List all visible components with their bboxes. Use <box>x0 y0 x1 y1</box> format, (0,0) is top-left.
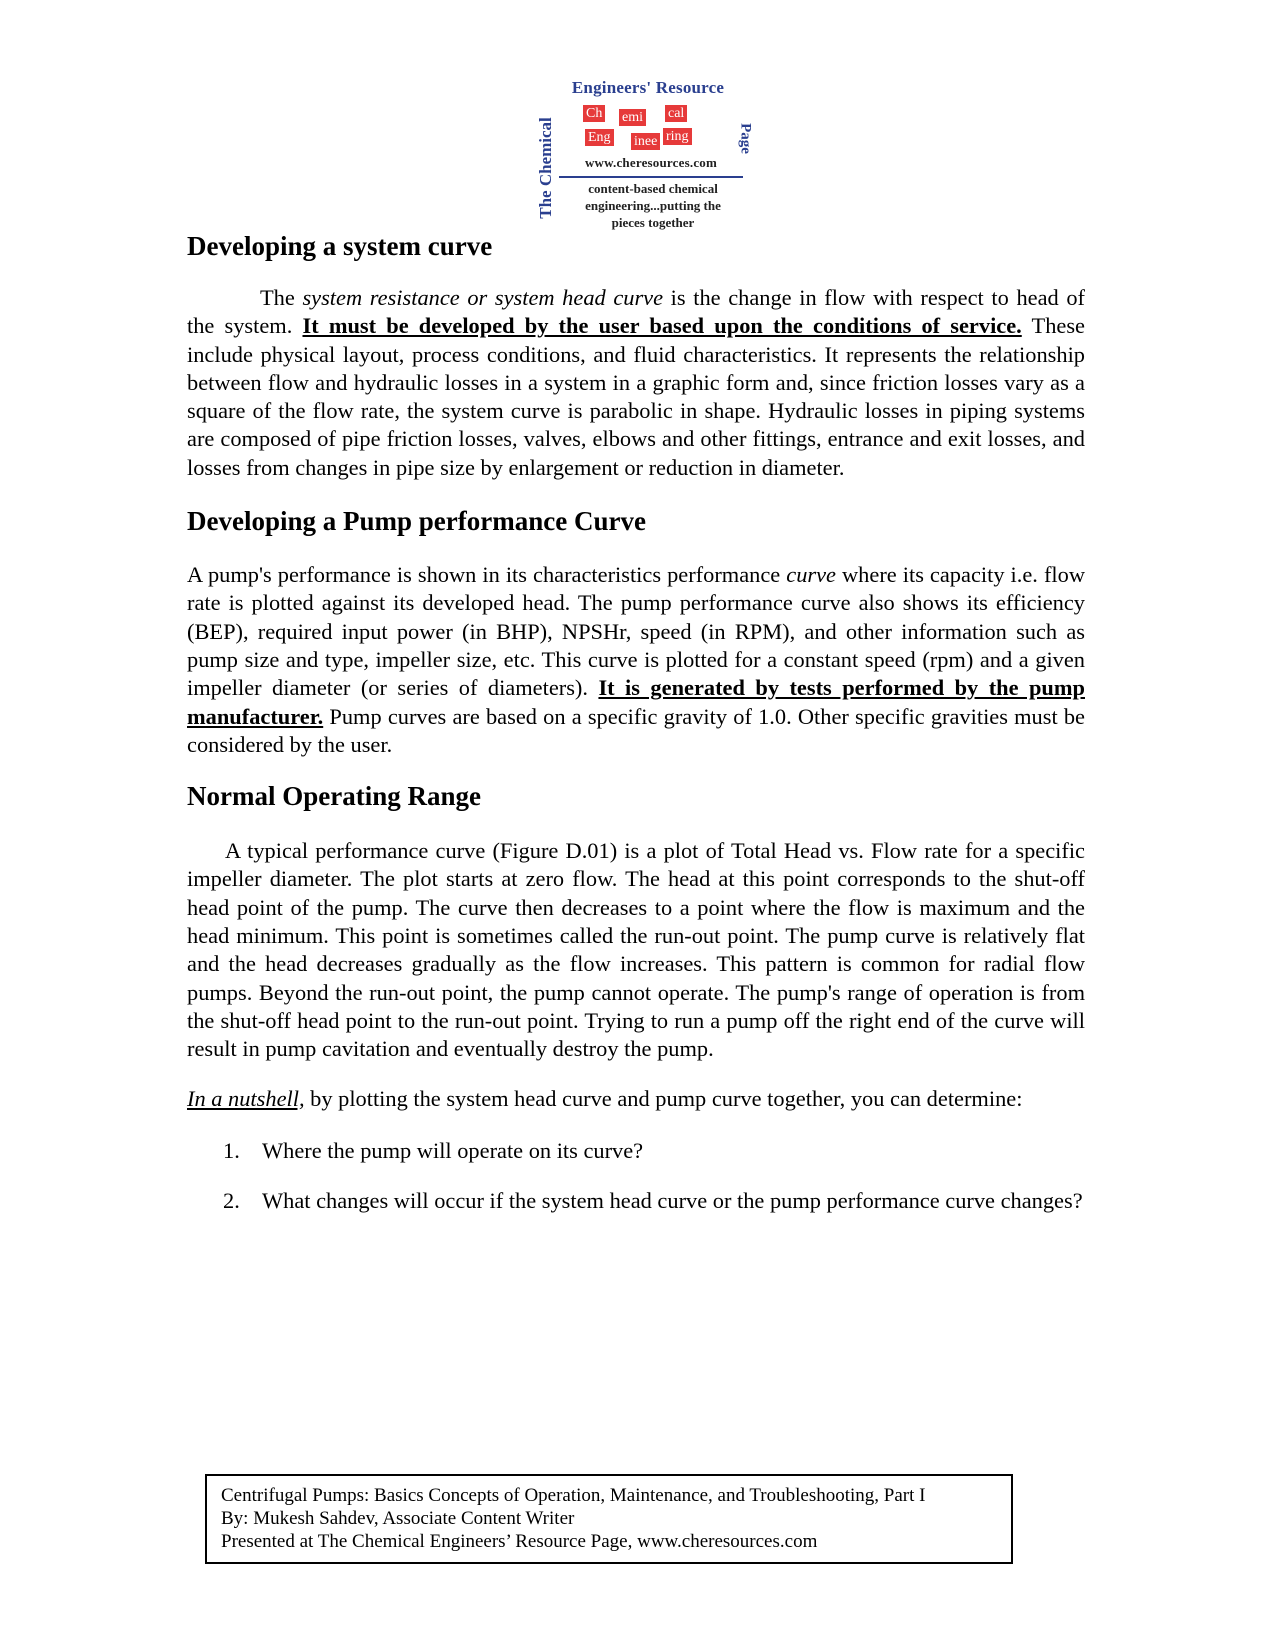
logo-url: www.cheresources.com <box>584 155 718 170</box>
paragraph-system-curve <box>187 284 1085 482</box>
logo-block: emi <box>619 109 646 126</box>
paragraph-pump-curve <box>187 561 1085 759</box>
section-heading-pump-curve: Developing a Pump performance Curve <box>187 506 646 537</box>
logo-tagline-line: pieces together <box>611 215 695 230</box>
document-body <box>187 230 1085 1237</box>
text-run: These include physical layout, process conditions, and fluid characteristics. It represents the relationship between flow and hydraulic losses in a system in a graphic form and, since friction losses vary as a square of the flow rate, the system curve is parabolic in shape. Hydraulic losses in piping systems are composed of pipe friction losses, valves, elbows and other fittings, entrance and exit losses, and losses from changes in pipe size by enlargement or reduction in diameter. <box>187 313 1085 480</box>
logo-top-text: Engineers' Resource <box>571 78 725 97</box>
emphasis-underlined: It must be developed by the user based upon the conditions of service. <box>302 313 1022 339</box>
list-item <box>187 1187 1085 1215</box>
text-run: The <box>260 285 303 310</box>
list-number: 2. <box>223 1188 240 1214</box>
logo-block: Ch <box>583 105 605 122</box>
footer-line: By: Mukesh Sahdev, Associate Content Writer <box>221 1508 575 1529</box>
logo-right-text: Page <box>737 123 754 154</box>
logo-divider <box>559 176 743 178</box>
text-run: is the change in flow with respect to head of the system. <box>187 285 1085 339</box>
paragraph-operating-range: A typical performance curve (Figure D.01) is a plot of Total Head vs. Flow rate for a specific impeller diameter. The plot starts at zero flow. The head at this point corresponds to the shut-off head point of the pump. The curve then decreases to a point where the flow is maximum and the head minimum. This point is sometimes called the run-out point. The pump curve is relatively flat and the head decreases gradually as the flow increases. This pattern is common for radial flow pumps. Beyond the run-out point, the pump cannot operate. The pump's range of operation is from the shut-off head point to the run-out point. Trying to run a pump off the right end of the curve will result in pump cavitation and eventually destroy the pump. <box>187 838 1085 1062</box>
text-run: by plotting the system head curve and pump curve together, you can determine: <box>304 1085 1023 1111</box>
text-run: A pump's performance is shown in its characteristics performance <box>187 562 787 588</box>
list-text: Where the pump will operate on its curve? <box>262 1137 644 1163</box>
logo-word-blocks <box>575 105 715 151</box>
logo-left-text: The Chemical <box>536 117 555 219</box>
logo-block: ring <box>663 128 692 145</box>
logo-tagline-line: content-based chemical <box>588 181 718 196</box>
italic-term: curve <box>786 562 836 588</box>
section-heading-operating-range: Normal Operating Range <box>187 781 481 812</box>
list-number: 1. <box>223 1137 240 1163</box>
paragraph-nutshell <box>187 1085 1085 1113</box>
list-item <box>187 1137 1085 1165</box>
site-logo <box>535 78 753 240</box>
logo-block: Eng <box>585 129 614 146</box>
logo-block: inee <box>631 133 660 150</box>
logo-tagline <box>555 180 751 231</box>
logo-block: cal <box>665 105 687 122</box>
footer-citation-box <box>205 1474 1013 1564</box>
numbered-list <box>187 1137 1085 1216</box>
section-heading-system-curve: Developing a system curve <box>187 231 493 261</box>
footer-line: Presented at The Chemical Engineers’ Resource Page, www.cheresources.com <box>221 1531 818 1552</box>
emphasis-underlined: It is generated by tests performed by the pump manufacturer. <box>187 675 1085 729</box>
italic-term: system resistance or system head curve <box>302 285 664 310</box>
text-run: where its capacity i.e. flow rate is plotted against its developed head. The pump performance curve also shows its efficiency (BEP), required input power (in BHP), NPSHr, speed (in RPM), and other information such as pump size and type, impeller size, etc. This curve is plotted for a constant speed (rpm) and a given impeller diameter (or series of diameters). <box>187 562 1085 701</box>
footer-line: Centrifugal Pumps: Basics Concepts of Operation, Maintenance, and Troubleshooting, Part I <box>221 1485 926 1506</box>
logo-tagline-line: engineering...putting the <box>585 198 721 213</box>
nutshell-lead: In a nutshell, <box>187 1085 305 1111</box>
list-text: What changes will occur if the system head curve or the pump performance curve changes? <box>262 1188 1083 1214</box>
text-run: Pump curves are based on a specific gravity of 1.0. Other specific gravities must be considered by the user. <box>187 703 1085 757</box>
